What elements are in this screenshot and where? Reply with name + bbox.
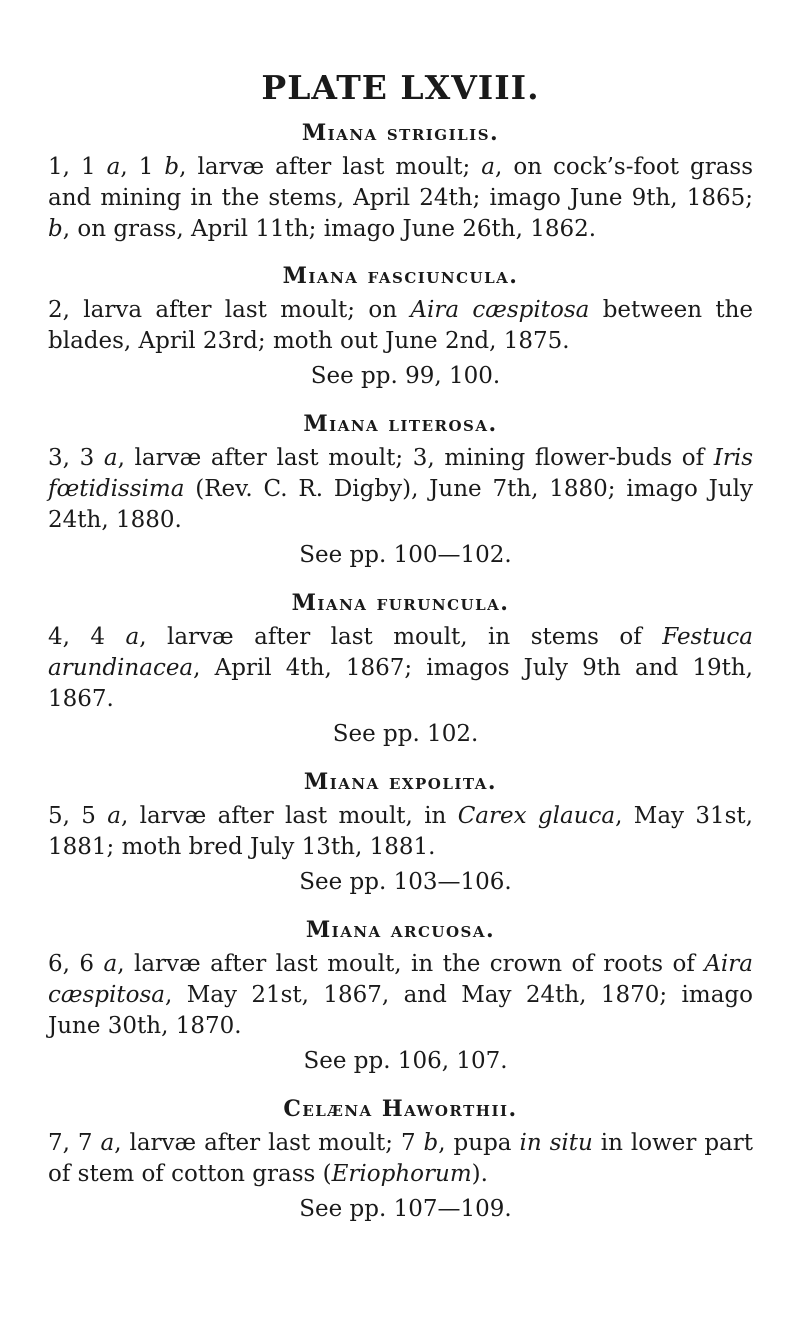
body-text: , 1: [120, 154, 165, 180]
page-reference: See pp. 100—102.: [299, 542, 512, 568]
italic-text: in situ: [519, 1130, 593, 1156]
plate-title: PLATE LXVIII.: [261, 68, 540, 107]
body-text: , larvæ after last moult; 3, mining flower-buds of: [117, 445, 714, 471]
species-heading: Miana fasciuncula.: [282, 263, 519, 289]
species-description: [48, 949, 753, 1042]
italic-text: a: [103, 445, 118, 471]
italic-text: a: [481, 154, 496, 180]
species-section-5: [48, 763, 753, 899]
species-section-6: [48, 911, 753, 1078]
italic-text: Eriophorum: [331, 1161, 472, 1187]
body-text: , larvæ after last moult; 7: [114, 1130, 424, 1156]
italic-text: a: [107, 803, 121, 829]
body-text: , larvæ after last moult, in: [120, 803, 458, 829]
body-text: in lower part of stem of cotton grass (: [48, 1130, 754, 1187]
species-description: [48, 152, 753, 245]
italic-text: a: [100, 1130, 115, 1156]
body-text: 4, 4: [48, 624, 126, 650]
plate-page: [48, 66, 753, 1226]
species-heading: Miana strigilis.: [301, 120, 500, 146]
body-text: , larvæ after last moult, in the crown of roots of: [117, 951, 705, 977]
italic-text: b: [48, 216, 63, 242]
species-description: [48, 622, 753, 715]
species-section-4: [48, 584, 753, 751]
italic-text: a: [106, 154, 121, 180]
body-text: , May 21st, 1867, and May 24th, 1870; imago June 30th, 1870.: [48, 982, 753, 1039]
italic-text: a: [125, 624, 140, 650]
page-reference: See pp. 103—106.: [299, 869, 512, 895]
species-description: [48, 295, 753, 357]
italic-text: b: [164, 154, 180, 180]
species-heading: Miana arcuosa.: [305, 917, 496, 943]
body-text: 2, larva after last moult; on: [48, 297, 411, 323]
body-text: ).: [471, 1161, 488, 1187]
species-section-1: [48, 114, 753, 245]
page-reference: See pp. 99, 100.: [310, 363, 501, 389]
body-text: 1, 1: [48, 154, 107, 180]
species-section-2: [48, 257, 753, 393]
page-reference: See pp. 106, 107.: [303, 1048, 508, 1074]
italic-text: Carex glauca: [457, 803, 616, 829]
italic-text: Aira cæspitosa: [410, 297, 590, 323]
page-reference: See pp. 107—109.: [299, 1196, 512, 1222]
body-text: between the blades, April 23rd; moth out June 2nd, 1875.: [48, 297, 754, 354]
species-heading: Miana expolita.: [303, 769, 498, 795]
body-text: 7, 7: [48, 1130, 101, 1156]
body-text: 5, 5: [48, 803, 108, 829]
species-description: [48, 801, 753, 863]
species-heading: Celæna Haworthii.: [283, 1096, 518, 1122]
body-text: (Rev. C. R. Digby), June 7th, 1880; imago July 24th, 1880.: [48, 476, 753, 533]
species-section-7: [48, 1090, 753, 1226]
species-heading: Miana literosa.: [303, 411, 498, 437]
species-heading: Miana furuncula.: [291, 590, 510, 616]
body-text: , pupa: [438, 1130, 520, 1156]
body-text: , larvæ after last moult;: [179, 154, 482, 180]
species-description: [48, 443, 753, 536]
body-text: 3, 3: [48, 445, 104, 471]
body-text: , on grass, April 11th; imago June 26th, 1862.: [62, 216, 597, 242]
italic-text: Aira cæspitosa: [48, 951, 753, 1008]
italic-text: a: [103, 951, 118, 977]
body-text: 6, 6: [48, 951, 104, 977]
body-text: , April 4th, 1867; imagos July 9th and 19th, 1867.: [48, 655, 753, 712]
body-text: , on cock’s-foot grass and mining in the stems, April 24th; imago June 9th, 1865;: [48, 154, 754, 211]
species-description: [48, 1128, 753, 1190]
italic-text: b: [423, 1130, 439, 1156]
species-section-3: [48, 405, 753, 572]
body-text: , larvæ after last moult, in stems of: [139, 624, 663, 650]
italic-text: Festuca arundinacea: [48, 624, 754, 681]
body-text: , May 31st, 1881; moth bred July 13th, 1881.: [48, 803, 753, 860]
italic-text: Iris fœtidissima: [48, 445, 754, 502]
page-reference: See pp. 102.: [332, 721, 479, 747]
